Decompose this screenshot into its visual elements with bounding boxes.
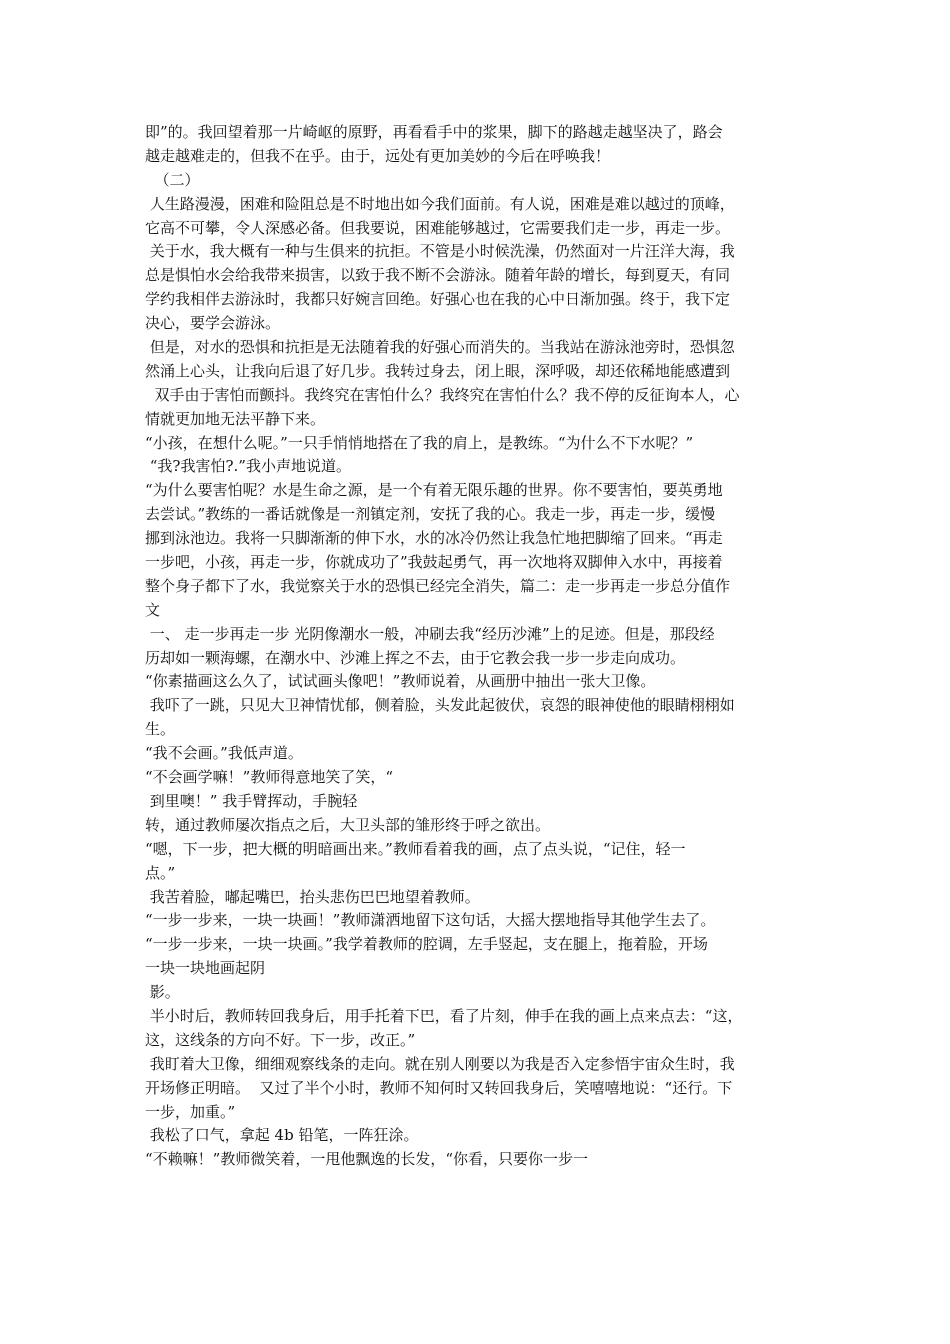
text-line: “不会画学嘛！”教师得意地笑了笑，“ — [145, 768, 394, 787]
text-line: 但是，对水的恐惧和抗拒是无法随着我的好强心而消失的。当我站在游泳池旁时，恐惧忽 — [145, 338, 735, 357]
text-line: “我不会画。”我低声道。 — [145, 744, 303, 763]
text-line: 一步吧，小孩，再走一步，你就成功了”我鼓起勇气，再一次地将双脚伸入水中，再接着 — [145, 553, 723, 572]
text-line: 这，这线条的方向不好。下一步，改正。” — [145, 1030, 416, 1049]
text-line: 我盯着大卫像，细细观察线条的走向。就在别人刚要以为我是否入定参悟宇宙众生时，我 — [145, 1054, 735, 1073]
text-line: 我松了口气，拿起 4b 铅笔，一阵狂涂。 — [145, 1126, 419, 1145]
text-line: 人生路漫漫，困难和险阻总是不时地出如今我们面前。有人说，困难是难以越过的顶峰， — [145, 194, 735, 213]
text-line: 它高不可攀，令人深感必备。但我要说，困难能够越过，它需要我们走一步，再走一步。 — [145, 218, 731, 237]
text-line: 总是惧怕水会给我带来损害，以致于我不断不会游泳。随着年龄的增长，每到夏天，有同 — [145, 266, 731, 285]
text-line: 即”的。我回望着那一片崎岖的原野，再看看手中的浆果，脚下的路越走越坚决了，路会 — [145, 123, 723, 141]
text-line: 文 — [145, 600, 161, 619]
text-line: 越走越难走的，但我不在乎。由于，远处有更加美妙的今后在呼唤我！ — [145, 146, 611, 165]
text-line: 半小时后，教师转回我身后，用手托着下巴，看了片刻，伸手在我的画上点来点去：“这， — [145, 1006, 743, 1025]
text-line: 整个身子都下了水，我觉察关于水的恐惧已经完全消失，篇二：走一步再走一步总分值作 — [145, 576, 731, 595]
text-line: “我?我害怕?.”我小声地说道。 — [145, 457, 351, 476]
section-heading: （二） — [145, 170, 200, 189]
text-line: 转，通过教师屡次指点之后，大卫头部的雏形终于呼之欲出。 — [145, 815, 551, 834]
text-line: 影。 — [145, 983, 180, 1002]
text-line: 决心，要学会游泳。 — [145, 314, 281, 333]
text-line: “不赖嘛！”教师微笑着，一甩他飘逸的长发，“你看，只要你一步一 — [145, 1150, 589, 1169]
text-line: “小孩，在想什么呢。”一只手悄悄地搭在了我的肩上，是教练。“为什么不下水呢？” — [145, 433, 694, 452]
text-line: “一步一步来，一块一块画！”教师潇洒地留下这句话，大摇大摆地指导其他学生去了。 — [145, 911, 716, 930]
text-line: 双手由于害怕而颤抖。我终究在害怕什么？我终究在害怕什么？我不停的反征询本人，心 — [145, 385, 740, 404]
text-line: “一步一步来，一块一块画。”我学着教师的腔调，左手竖起，支在腿上，拖着脸，开场 — [145, 935, 708, 954]
text-line: 生。 — [145, 720, 176, 739]
text-line: 学约我相伴去游泳时，我都只好婉言回绝。好强心也在我的心中日渐加强。终于，我下定 — [145, 290, 731, 309]
text-line: 我吓了一跳，只见大卫神情忧郁，侧着脸，头发此起彼伏，哀怨的眼神使他的眼睛栩栩如 — [145, 696, 735, 715]
text-line: 开场修正明暗。 又过了半个小时，教师不知何时又转回我身后，笑嘻嘻地说：“还行。下 — [145, 1078, 733, 1097]
text-line: 点。” — [145, 863, 176, 882]
text-line: 挪到泳池边。我将一只脚渐渐的伸下水，水的冰冷仍然让我急忙地把脚缩了回来。“再走 — [145, 529, 723, 548]
text-line: “你素描画这么久了，试试画头像吧！”教师说着，从画册中抽出一张大卫像。 — [145, 672, 656, 691]
text-line: 一块一块地画起阴 — [145, 959, 266, 978]
text-line: “为什么要害怕呢？水是生命之源，是一个有着无限乐趣的世界。你不要害怕，要英勇地 — [145, 481, 723, 500]
text-line: 一、 走一步再走一步 光阴像潮水一般，冲刷去我“经历沙滩”上的足迹。但是，那段经 — [145, 624, 715, 643]
text-line: 历却如一颗海螺，在潮水中、沙滩上挥之不去，由于它教会我一步一步走向成功。 — [145, 648, 686, 667]
text-line: 关于水，我大概有一种与生俱来的抗拒。不管是小时候洗澡，仍然面对一片汪洋大海，我 — [145, 242, 735, 261]
text-line: 然涌上心头，让我向后退了好几步。我转过身去，闭上眼，深呼吸，却还依稀地能感遭到 — [145, 361, 731, 380]
text-line: “嗯，下一步，把大概的明暗画出来。”教师看着我的画，点了点头说，“记住，轻一 — [145, 839, 686, 858]
document-body — [145, 121, 825, 1172]
text-line: 去尝试。”教练的一番话就像是一剂镇定剂，安抚了我的心。我走一步，再走一步，缓慢 — [145, 505, 716, 524]
text-line: 情就更加地无法平静下来。 — [145, 409, 326, 428]
text-line: 一步，加重。” — [145, 1102, 236, 1121]
text-line: 我苦着脸，嘟起嘴巴，抬头悲伤巴巴地望着教师。 — [145, 887, 480, 906]
text-line: 到里噢！” 我手臂挥动，手腕轻 — [145, 791, 358, 810]
